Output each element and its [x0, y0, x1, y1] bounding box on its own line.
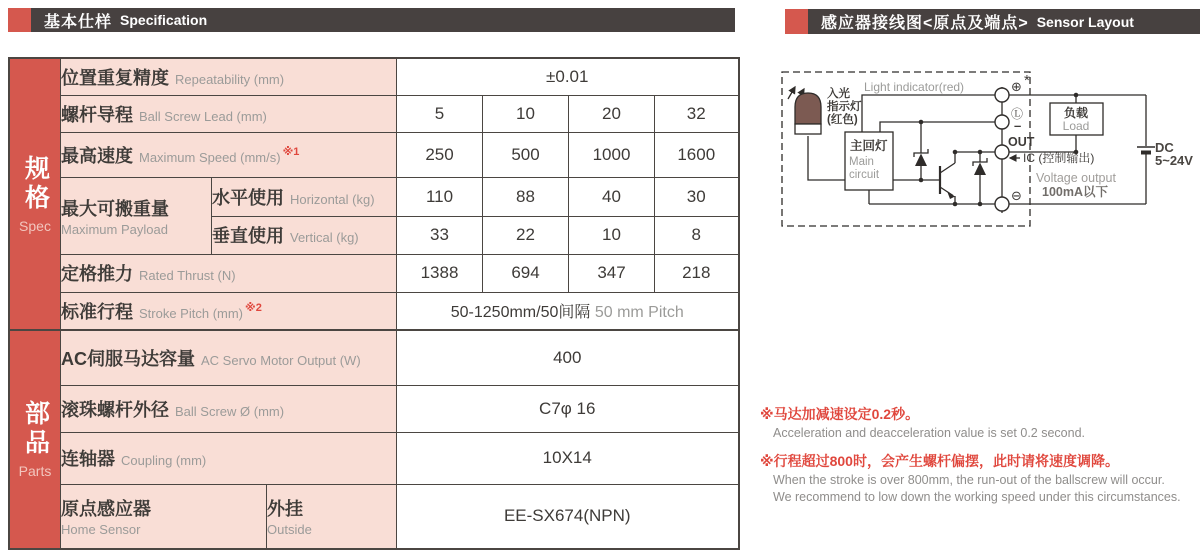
- label-repeatability: 位置重复精度 Repeatability (mm): [61, 58, 397, 95]
- light-label-zh-3: (红色): [827, 114, 858, 126]
- junction-dot: [919, 178, 924, 183]
- value-lead-1: 5: [397, 95, 483, 132]
- wire-l: [880, 122, 1002, 132]
- row-rated-thrust: [9, 254, 739, 292]
- label-horizontal: 水平使用 Horizontal (kg): [212, 177, 397, 216]
- sidebar-parts: [9, 330, 61, 549]
- junction-dot: [978, 150, 983, 155]
- main-circuit-label-zh: 主回灯: [850, 139, 888, 153]
- row-coupling: [9, 432, 739, 484]
- main-circuit-label-en-2: circuit: [849, 169, 880, 181]
- junction-dot: [978, 202, 983, 207]
- light-label-zh-1: 入光: [827, 88, 850, 100]
- red-accent-square: [8, 8, 31, 32]
- terminal-l: [995, 115, 1009, 129]
- row-payload-horizontal: [9, 177, 739, 216]
- value-thrust-1: 1388: [397, 254, 483, 292]
- terminal-out: [995, 145, 1009, 159]
- junction-dot: [953, 202, 958, 207]
- value-thrust-3: 347: [569, 254, 655, 292]
- value-speed-4: 1600: [655, 132, 739, 177]
- zener-diode-right: [973, 152, 987, 204]
- label-rated-thrust: 定格推力 Rated Thrust (N): [61, 254, 397, 292]
- terminal-l-label: Ⓛ: [1011, 107, 1024, 121]
- transistor-emitter-arrow: [947, 191, 955, 199]
- zener-diode-left: [914, 122, 928, 180]
- label-max-speed: 最高速度 Maximum Speed (mm/s) $^{※1}$: [61, 132, 397, 177]
- label-max-payload: 最大可搬重量 Maximum Payload: [61, 177, 212, 254]
- value-lead-3: 20: [569, 95, 655, 132]
- sensor-header-bar: [808, 9, 1200, 34]
- terminal-plus: [995, 88, 1009, 102]
- sensor-layout-header: [785, 9, 1200, 34]
- transistor-npn: [940, 163, 955, 204]
- row-ball-screw-lead: [9, 95, 739, 132]
- footnotes: [760, 404, 1200, 515]
- label-coupling: 连轴器 Coupling (mm): [61, 432, 397, 484]
- label-ball-screw-dia: 滚珠螺杆外径 Ball Screw Ø (mm): [61, 385, 397, 432]
- sidebar-parts-zh: 部品: [21, 400, 50, 458]
- light-arrow-icon: [788, 87, 795, 99]
- red-accent-square: [785, 9, 808, 34]
- footnote-mark-1: ※1: [282, 146, 300, 159]
- wire-led: [808, 136, 845, 180]
- row-max-speed: [9, 132, 739, 177]
- footnote-1: ※马达加减速设定0.2秒。 Acceleration and deacceleration value is set 0.2 second.: [760, 406, 1085, 440]
- label-servo-output: AC伺服马达容量 AC Servo Motor Output (W): [61, 330, 397, 385]
- ic-label: IC (控制输出): [1023, 151, 1095, 165]
- footnote-mark-2: ※2: [245, 302, 262, 315]
- footnote-2: ※行程超过800时，会产生螺杆偏摆，此时请将速度调降。 When the stroke is over 800mm, the run-out of the ballscrew will occur. We recommend to low down the working speed under this circumstances.: [760, 452, 1181, 504]
- label-ball-screw-lead: 螺杆导程 Ball Screw Lead (mm): [61, 95, 397, 132]
- sidebar-spec-en: Spec: [19, 217, 51, 234]
- row-home-sensor: [9, 484, 739, 549]
- dc-voltage-label: 5~24V: [1155, 153, 1193, 168]
- voltage-output-label: Voltage output: [1036, 171, 1116, 185]
- row-servo-output: [9, 330, 739, 385]
- value-ball-screw-dia: C7φ 16: [397, 385, 739, 432]
- junction-dot: [953, 150, 958, 155]
- spec-section-header: [8, 8, 735, 32]
- value-repeatability: ±0.01: [397, 58, 739, 95]
- spec-title-zh: 基本仕样: [44, 13, 113, 31]
- spec-table: [8, 57, 740, 550]
- row-ball-screw-dia: [9, 385, 739, 432]
- spec-header-bar: [31, 8, 735, 32]
- terminal-out-label: OUT: [1008, 135, 1035, 149]
- current-limit-label: 100mA以下: [1042, 185, 1108, 199]
- terminal-plus-label: ⊕: [1011, 79, 1022, 94]
- row-repeatability: [9, 58, 739, 95]
- value-vertical-4: 8: [655, 216, 739, 254]
- row-stroke-pitch: [9, 292, 739, 330]
- value-coupling: 10X14: [397, 432, 739, 484]
- junction-dot: [919, 120, 924, 125]
- light-label-zh-2: 指示灯: [827, 101, 862, 113]
- value-thrust-2: 694: [483, 254, 569, 292]
- sidebar-spec-zh: 规格: [21, 154, 50, 213]
- terminal-l-minus-label: –: [1014, 118, 1022, 133]
- value-home-sensor: EE-SX674(NPN): [397, 484, 739, 549]
- value-thrust-4: 218: [655, 254, 739, 292]
- value-vertical-2: 22: [483, 216, 569, 254]
- value-speed-1: 250: [397, 132, 483, 177]
- main-circuit-label-en-1: Main: [849, 156, 874, 168]
- value-horizontal-4: 30: [655, 177, 739, 216]
- value-horizontal-1: 110: [397, 177, 483, 216]
- led-indicator-icon: [795, 93, 821, 134]
- zener-right-triangle: [974, 163, 986, 176]
- sensor-title-zh: 感应器接线图<原点及端点>: [821, 15, 1029, 32]
- value-horizontal-3: 40: [569, 177, 655, 216]
- value-horizontal-2: 88: [483, 177, 569, 216]
- junction-dot: [1074, 93, 1079, 98]
- wire-plus: [862, 95, 1002, 132]
- light-label-en: Light indicator(red): [864, 80, 965, 94]
- sidebar-spec: [9, 58, 61, 330]
- sensor-wiring-diagram: [775, 55, 1200, 245]
- value-vertical-1: 33: [397, 216, 483, 254]
- label-vertical: 垂直使用 Vertical (kg): [212, 216, 397, 254]
- terminal-minus: [995, 197, 1009, 211]
- sensor-title-en: Sensor Layout: [1036, 13, 1134, 30]
- load-label-zh: 负载: [1063, 106, 1089, 120]
- label-outside: 外挂 Outside: [267, 484, 397, 549]
- zener-left-triangle: [915, 154, 927, 167]
- value-servo-output: 400: [397, 330, 739, 385]
- value-speed-3: 1000: [569, 132, 655, 177]
- value-lead-2: 10: [483, 95, 569, 132]
- terminal-star-label: *: [1024, 72, 1030, 89]
- value-vertical-3: 10: [569, 216, 655, 254]
- label-home-sensor: 原点感应器 Home Sensor: [61, 484, 267, 549]
- value-speed-2: 500: [483, 132, 569, 177]
- dc-label: DC: [1155, 140, 1174, 155]
- load-label-en: Load: [1062, 119, 1090, 133]
- label-stroke-pitch: 标准行程 Stroke Pitch (mm) $^{※2}$: [61, 292, 397, 330]
- value-lead-4: 32: [655, 95, 739, 132]
- spec-title-en: Specification: [120, 12, 208, 28]
- sidebar-parts-en: Parts: [18, 463, 52, 479]
- terminal-minus-label: ⊖: [1011, 188, 1022, 203]
- value-stroke: 50-1250mm/50间隔 50 mm Pitch: [397, 292, 739, 330]
